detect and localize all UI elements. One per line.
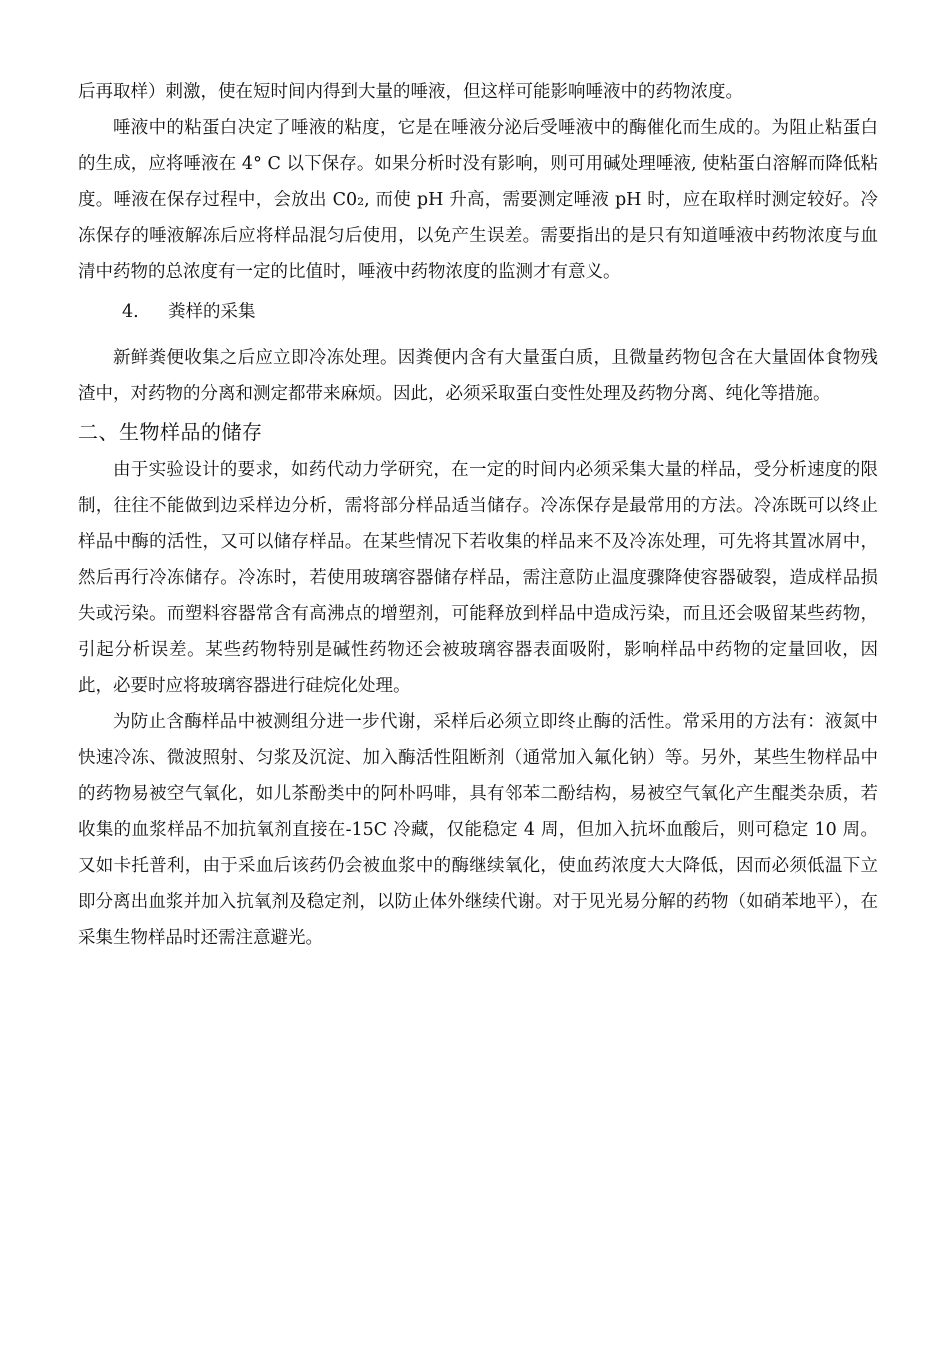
document-page bbox=[78, 74, 878, 956]
subheading-title: 粪样的采集 bbox=[168, 302, 256, 322]
paragraph-saliva: 唾液中的粘蛋白决定了唾液的粘度，它是在唾液分泌后受唾液中的酶催化而生成的。为阻止粘蛋白的生成，应将唾液在 4° C 以下保存。如果分析时没有影响，则可用碱处理唾液, 使粘蛋白溶解而降低粘度。唾液在保存过程中，会放出 C0₂, 而使 pH 升高，需要测定唾液 pH 时，应在取样时测定较好。冷冻保存的唾液解冻后应将样品混匀后使用，以免产生误差。需要指出的是只有知道唾液中药物浓度与血清中药物的总浓度有一定的比值时，唾液中药物浓度的监测才有意义。 bbox=[78, 118, 878, 282]
subheading-number: 4. bbox=[122, 302, 139, 322]
paragraph-continued: 后再取样）刺激，使在短时间内得到大量的唾液，但这样可能影响唾液中的药物浓度。 bbox=[78, 82, 743, 102]
section-heading-storage: 二、生物样品的储存 bbox=[78, 420, 263, 444]
paragraph-enzyme: 为防止含酶样品中被测组分进一步代谢，采样后必须立即终止酶的活性。常采用的方法有：液氮中快速冷冻、微波照射、匀浆及沉淀、加入酶活性阻断剂（通常加入氟化钠）等。另外，某些生物样品中的药物易被空气氧化，如儿茶酚类中的阿朴吗啡，具有邻苯二酚结构，易被空气氧化产生醌类杂质，若收集的血浆样品不加抗氧剂直接在-15C 冷藏，仅能稳定 4 周，但加入抗坏血酸后，则可稳定 10 周。又如卡托普利，由于采血后该药仍会被血浆中的酶继续氧化，使血药浓度大大降低，因而必须低温下立即分离出血浆并加入抗氧剂及稳定剂，以防止体外继续代谢。对于见光易分解的药物（如硝苯地平），在采集生物样品时还需注意避光。 bbox=[78, 712, 878, 948]
subheading-feces bbox=[78, 294, 878, 330]
paragraph-feces: 新鲜粪便收集之后应立即冷冻处理。因粪便内含有大量蛋白质，且微量药物包含在大量固体食物残渣中，对药物的分离和测定都带来麻烦。因此，必须采取蛋白变性处理及药物分离、纯化等措施。 bbox=[78, 348, 878, 404]
paragraph-storage: 由于实验设计的要求，如药代动力学研究，在一定的时间内必须采集大量的样品，受分析速度的限制，往往不能做到边采样边分析，需将部分样品适当储存。冷冻保存是最常用的方法。冷冻既可以终止样品中酶的活性，又可以储存样品。在某些情况下若收集的样品来不及冷冻处理，可先将其置冰屑中，然后再行冷冻储存。冷冻时，若使用玻璃容器储存样品，需注意防止温度骤降使容器破裂，造成样品损失或污染。而塑料容器常含有高沸点的增塑剂，可能释放到样品中造成污染，而且还会吸留某些药物，引起分析误差。某些药物特别是碱性药物还会被玻璃容器表面吸附，影响样品中药物的定量回收，因此，必要时应将玻璃容器进行硅烷化处理。 bbox=[78, 460, 878, 696]
